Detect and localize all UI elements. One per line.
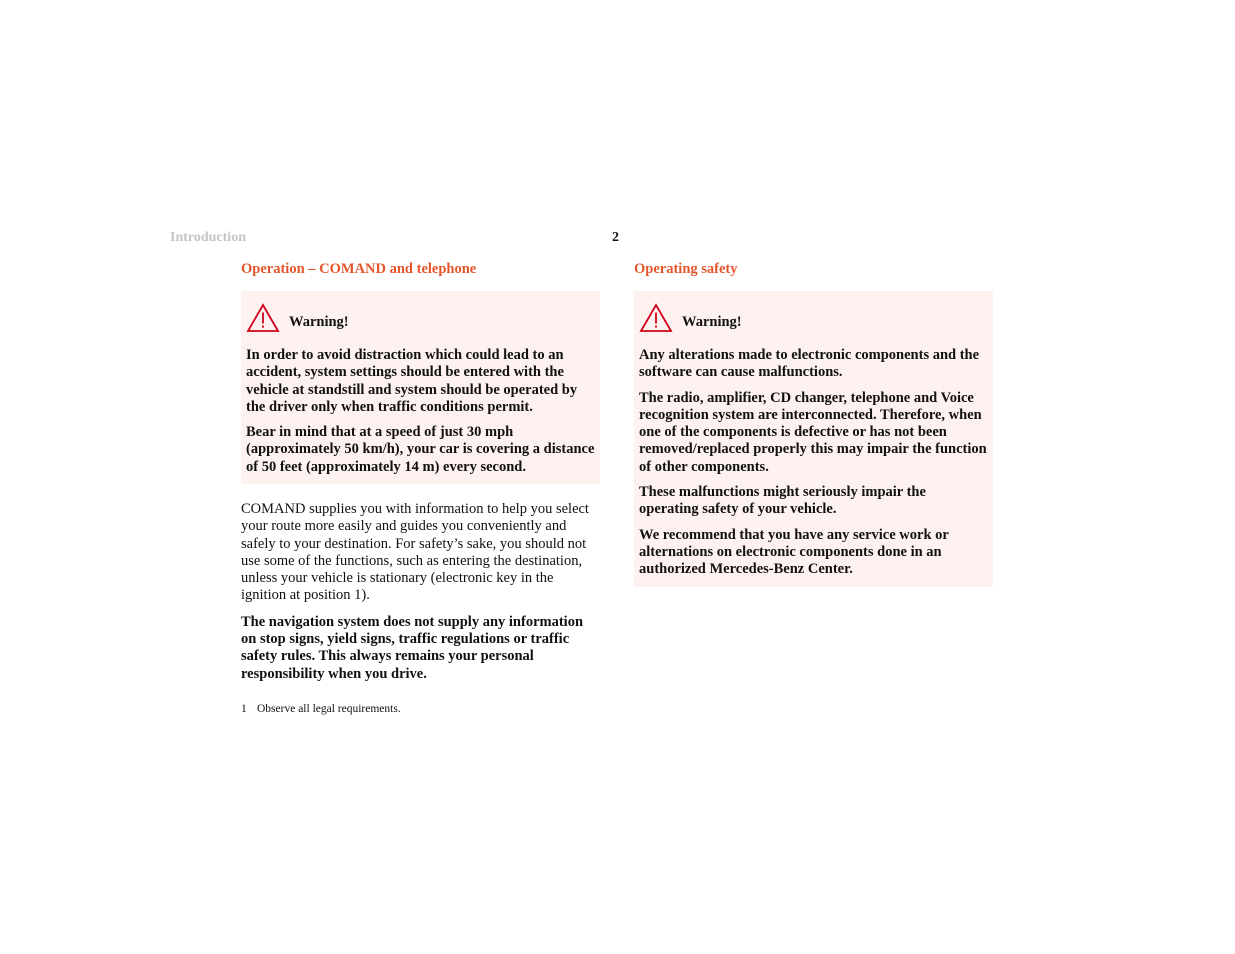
left-warning-paragraph-2: Bear in mind that at a speed of just 30 mph (approximately 50 km/h), your car is covering a distance of 50 feet (approximately 14 m) every second. bbox=[246, 424, 595, 475]
footnote-number: 1 bbox=[241, 703, 247, 715]
left-body-paragraph-1: COMAND supplies you with information to help you select your route more easily and guides you conveniently and safely to your destination. For safety’s sake, you should not use some of the functions, such as entering the destination, unless your vehicle is stationary (electronic key in the ignition at position 1). bbox=[241, 501, 589, 604]
right-warning-paragraph-3: These malfunctions might seriously impair the operating safety of your vehicle. bbox=[639, 484, 926, 518]
left-body-paragraph-2: The navigation system does not supply any information on stop signs, yield signs, traffic regulations or traffic safety rules. This always remains your personal responsibility when you drive. bbox=[241, 613, 584, 682]
right-warning-title: Warning! bbox=[682, 313, 742, 330]
right-warning-box bbox=[634, 291, 993, 587]
right-heading: Operating safety bbox=[634, 261, 738, 277]
left-warning-title: Warning! bbox=[289, 313, 349, 330]
section-label: Introduction bbox=[170, 230, 246, 245]
warning-triangle-icon bbox=[246, 303, 280, 333]
left-warning-box bbox=[241, 291, 600, 484]
right-warning-paragraph-4: We recommend that you have any service work or alternations on electronic components done in an authorized Mercedes-Benz Center. bbox=[639, 526, 949, 578]
right-warning-paragraph-1: Any alterations made to electronic components and the software can cause malfunctions. bbox=[639, 347, 980, 381]
right-warning-paragraph-2: The radio, amplifier, CD changer, telephone and Voice recognition system are interconnected. Therefore, when one of the components is defective or has not been removed/replaced properly this may impair the function of other components. bbox=[639, 389, 987, 475]
warning-triangle-icon bbox=[639, 303, 673, 333]
left-warning-header bbox=[246, 301, 596, 335]
left-body bbox=[241, 501, 600, 692]
right-warning-header bbox=[639, 301, 989, 335]
page-number: 2 bbox=[612, 230, 619, 245]
footnote-text: Observe all legal requirements. bbox=[257, 703, 401, 715]
left-warning-paragraph-1: In order to avoid distraction which could lead to an accident, system settings should be entered with the vehicle at standstill and system should be operated by the driver only when traffic conditions permit. bbox=[246, 347, 578, 415]
footnote bbox=[241, 702, 401, 716]
left-heading: Operation – COMAND and telephone bbox=[241, 261, 477, 277]
